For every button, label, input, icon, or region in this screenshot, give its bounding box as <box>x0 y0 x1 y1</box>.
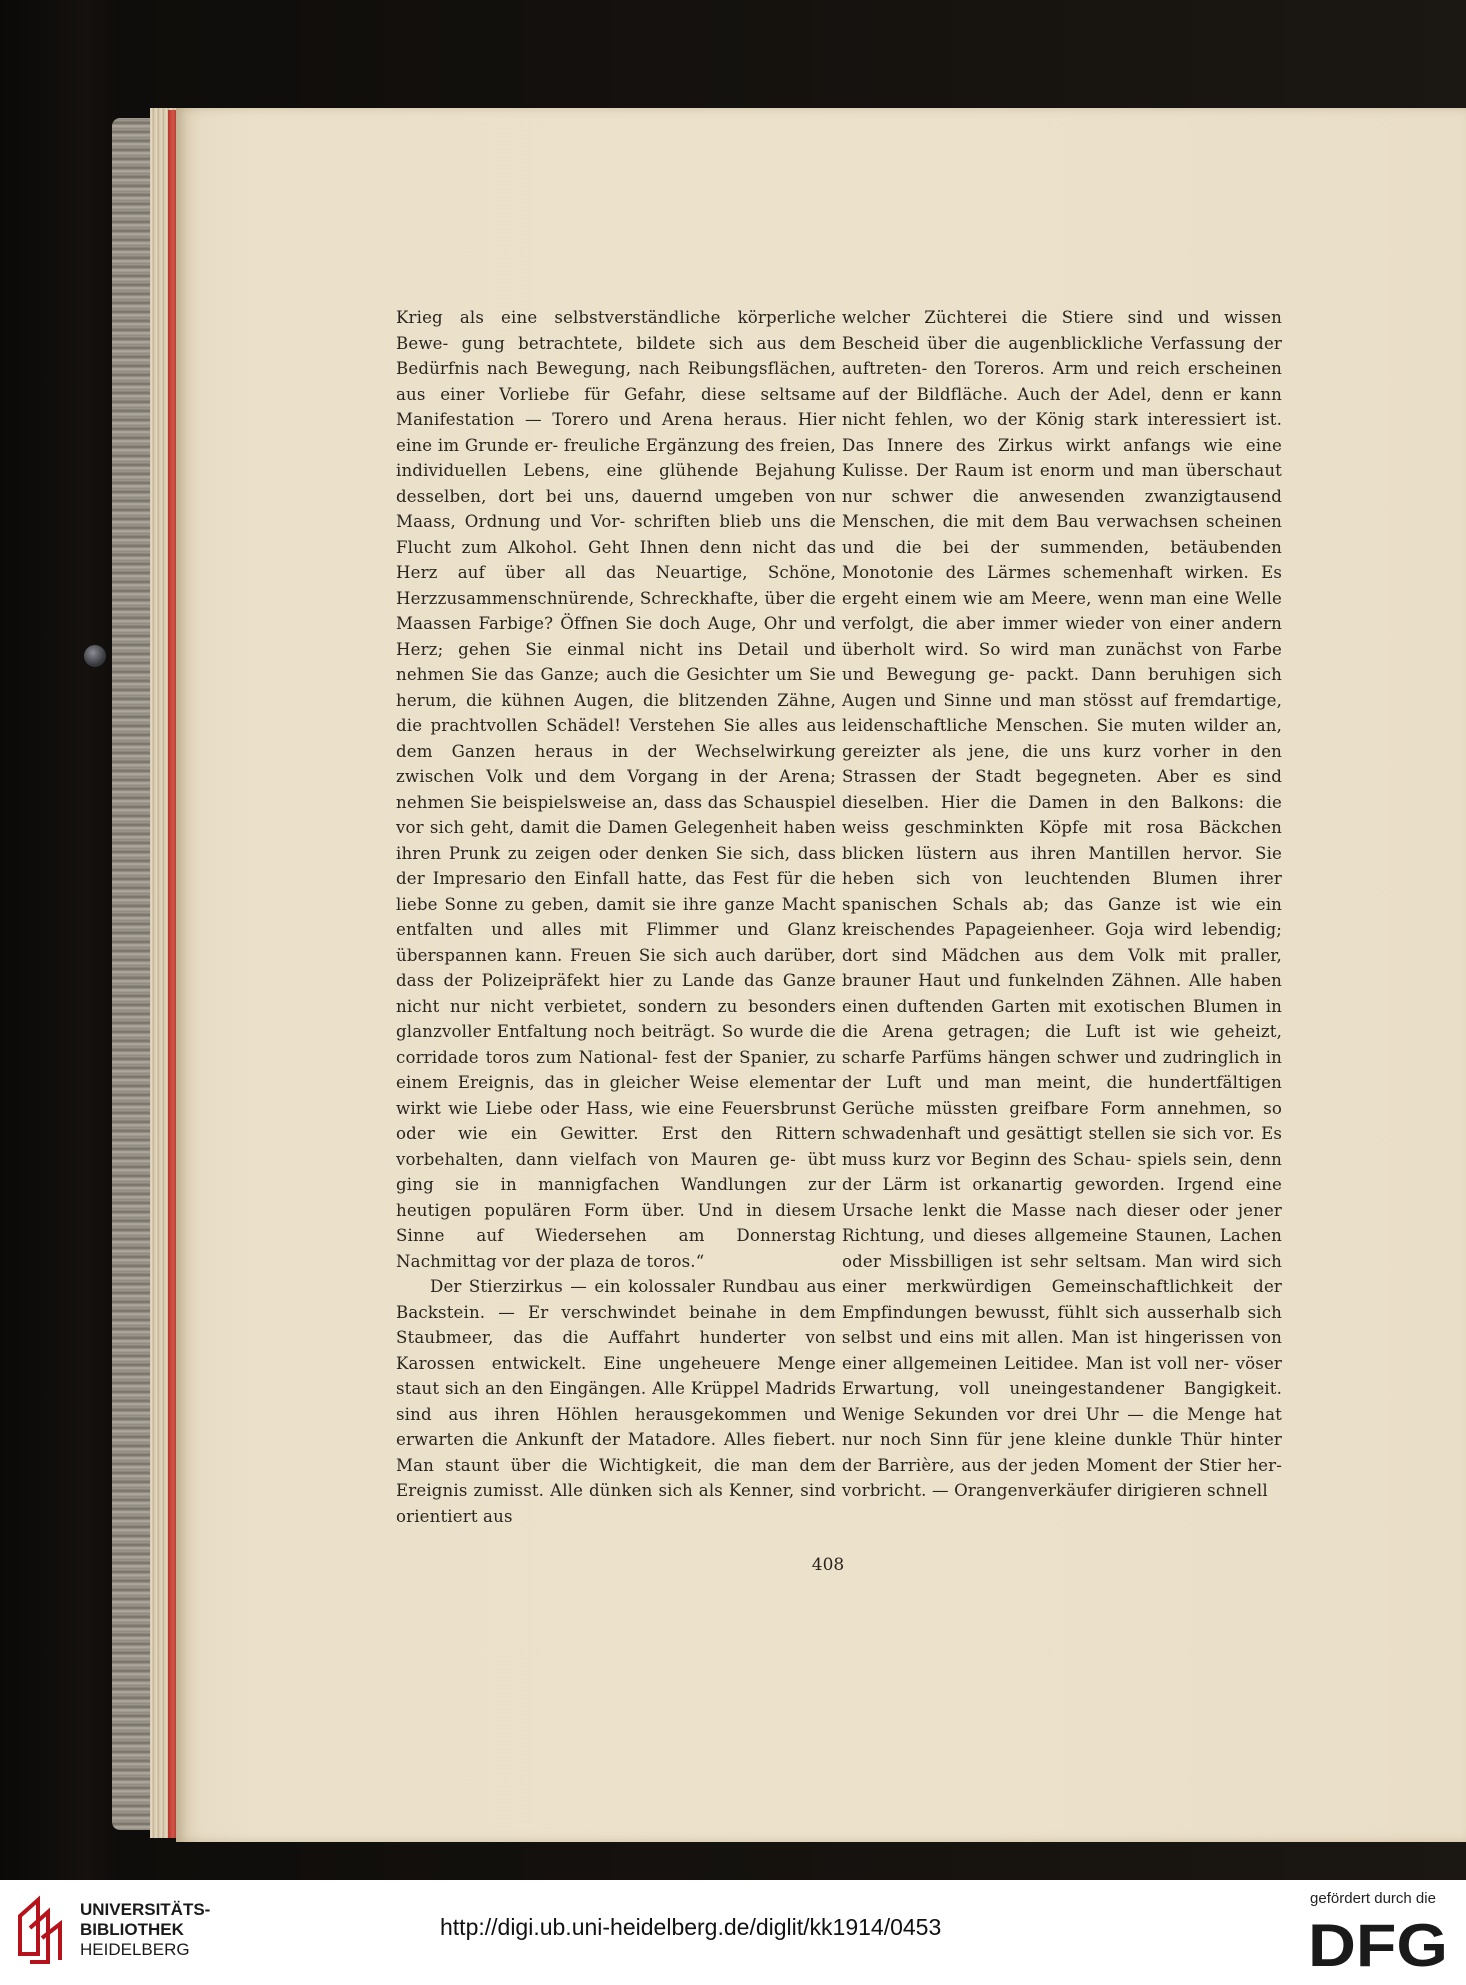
text-line: Lachen oder Missbilligen ist sehr seltsam. Man <box>842 1226 1282 1271</box>
text-line: sondern zu besonders glanzvoller Entfaltung noch <box>396 996 836 1041</box>
text-line: blicken lüstern aus ihren Mantillen hervor. Sie <box>842 843 1282 863</box>
text-line: Backstein. — Er verschwindet beinahe in dem <box>396 1302 836 1322</box>
text-line: freuliche Ergänzung des freien, individuellen Lebens, <box>396 435 836 480</box>
text-line: Volk und dem Vorgang in der Arena; nehmen Sie <box>396 767 836 812</box>
text-line: Ohr und Herz; gehen Sie einmal nicht ins Detail <box>396 614 836 659</box>
sponsor-text: gefördert durch die <box>1310 1890 1436 1907</box>
text-line: Sie muten wilder an, gereizter als jene, die uns kurz <box>842 716 1283 761</box>
text-line: der Empfindungen bewusst, fühlt sich ausserhalb <box>842 1277 1282 1322</box>
text-line: Irgend eine Ursache lenkt die Masse nach dieser <box>842 1175 1282 1220</box>
text-line: übt ging sie in mannigfachen Wandlungen zur <box>396 1149 836 1194</box>
text-line: nur noch Sinn für jene kleine dunkle Thür hinter <box>842 1430 1282 1449</box>
text-line: den Einfall hatte, das Fest für die liebe Sonne zu <box>396 869 836 914</box>
text-line: entwickelt. Eine ungeheuere Menge staut sich an <box>396 1353 836 1398</box>
permalink-url[interactable]: http://digi.ub.uni-heidelberg.de/diglit/kk1914/0453 <box>440 1914 942 1940</box>
text-line: die anwesenden zwanzigtausend Menschen, die mit <box>842 486 1282 531</box>
text-line: über die Maassen Farbige? Öffnen Sie doch Auge, <box>396 588 836 633</box>
text-line: Der Stierzirkus — ein kolossaler Rundbau aus <box>430 1277 836 1296</box>
text-line: Staubmeer, das die Auffahrt hunderter von Karossen <box>396 1328 836 1373</box>
text-line: gung betrachtete, bildete sich aus dem Bedürfnis <box>396 333 836 378</box>
text-line: zu zeigen oder denken Sie sich, dass der Impresario <box>396 843 837 888</box>
text-line: Garten mit exotischen Blumen in die Arena getragen; <box>842 996 1283 1041</box>
library-name <box>80 1900 210 1960</box>
text-line: die prachtvollen Schädel! Verstehen Sie alles aus <box>396 716 836 735</box>
text-line: annehmen, so schwadenhaft und gesättigt stellen <box>842 1098 1283 1143</box>
library-name-line2: BIBLIOTHEK <box>80 1920 184 1939</box>
library-name-line3: HEIDELBERG <box>80 1940 190 1959</box>
text-line: von einer allgemeinen Leitidee. Man ist voll ner- <box>842 1328 1282 1373</box>
text-line: nach Bewegung, nach Reibungsflächen, aus einer <box>396 359 836 404</box>
text-line: stösst auf fremdartige, leidenschaftliche Menschen. <box>842 690 1282 735</box>
text-line: Wenige Sekunden vor drei Uhr — die Menge hat <box>842 1404 1282 1424</box>
text-line: oder jener Richtung, und dieses allgemeine Staunen, <box>842 1200 1283 1245</box>
text-column-left <box>396 305 836 1529</box>
text-line: heben sich von leuchtenden Blumen ihrer spanischen <box>842 869 1282 914</box>
text-line: schwer und zudringlich in der Luft und man meint, <box>842 1047 1282 1092</box>
text-line: geben, damit sie ihre ganze Macht entfalten und <box>396 894 836 939</box>
text-line: Innere des Zirkus wirkt anfangs wie eine Kulisse. <box>842 435 1282 480</box>
paragraph <box>842 305 1282 1504</box>
text-line: Der Raum ist enorm und man überschaut nur schwer <box>842 461 1282 506</box>
text-line: die hundertfältigen Gerüche müssten greifbare Form <box>842 1073 1282 1118</box>
text-line: packt. Dann beruhigen sich Augen und Sinne und man <box>842 665 1283 710</box>
text-line: die Luft ist wie geheizt, scharfe Parfüms hängen <box>842 1022 1282 1067</box>
text-line: ihren Höhlen herausgekommen und erwarten die <box>396 1404 836 1449</box>
dfg-logo-icon <box>1306 1916 1451 1971</box>
text-line: Vorliebe für Gefahr, diese seltsame Manifestation — <box>396 384 836 429</box>
text-line: dem Bau verwachsen scheinen und die bei der <box>842 512 1283 557</box>
text-line: beispielsweise an, dass das Schauspiel vor sich geht, <box>396 792 836 837</box>
text-line: Schöne, Herzzusammenschnürende, Schreckhafte, <box>396 563 836 608</box>
text-line: beiträgt. So wurde die corridade toros zum National- <box>396 1022 837 1067</box>
library-name-line1: UNIVERSITÄTS- <box>80 1900 211 1919</box>
text-line: schemenhaft wirken. Es ergeht einem wie am <box>842 563 1282 608</box>
text-line: hier zu Lande das Ganze nicht nur nicht verbietet, <box>396 971 836 1016</box>
text-line: Sinne auf Wiedersehen am Donnerstag Nachmittag <box>396 1226 836 1271</box>
text-line: Krieg als eine selbstverständliche körperliche Bewe- <box>396 308 836 353</box>
text-line: schriften blieb uns die Flucht zum Alkohol. Geht <box>396 512 836 557</box>
text-line: spiels sein, denn der Lärm ist orkanartig geworden. <box>842 1149 1283 1194</box>
text-line: Freuen Sie sich auch darüber, dass der Polizeipräfekt <box>396 945 836 990</box>
text-line: eine glühende Bejahung desselben, dort bei uns, <box>396 461 836 506</box>
text-line: vorbricht. — Orangenverkäufer dirigieren schnell <box>842 1481 1268 1500</box>
text-line: fest der Spanier, zu einem Ereignis, das in gleicher <box>396 1047 836 1092</box>
text-line: über die augenblickliche Verfassung der auftreten- <box>842 333 1282 378</box>
text-line: Ankunft der Matadore. Alles fiebert. Man staunt <box>396 1430 836 1475</box>
text-line: und funkelnden Zähnen. Alle haben einen duftenden <box>842 971 1282 1016</box>
text-line: Bildfläche. Auch der Adel, denn er kann nicht <box>842 384 1282 429</box>
binding-stud <box>84 645 106 667</box>
text-line: über die Wichtigkeit, die man dem Ereignis zumisst. <box>396 1455 836 1500</box>
ub-heidelberg-logo-icon <box>14 1894 70 1966</box>
text-line: heutigen populären Form über. Und in diesem <box>396 1200 836 1220</box>
text-line: wird man zunächst von Farbe und Bewegung ge- <box>842 639 1282 684</box>
text-line: fehlen, wo der König stark interessiert ist. Das <box>842 410 1282 455</box>
text-line: vöser Erwartung, voll uneingestandener Bangigkeit. <box>842 1353 1282 1398</box>
text-line: alles mit Flimmer und Glanz überspannen kann. <box>396 920 837 965</box>
text-line: sie sich vor. Es muss kurz vor Beginn des Schau- <box>842 1124 1283 1169</box>
text-line: den Eingängen. Alle Krüppel Madrids sind aus <box>396 1379 836 1424</box>
text-line: der Barrière, aus der jeden Moment der Stier her- <box>842 1455 1282 1475</box>
text-line: Meere, wenn man eine Welle verfolgt, die aber <box>842 588 1282 633</box>
text-column-right <box>842 305 1282 1504</box>
text-line: Papageienheer. Goja wird lebendig; dort sind <box>842 920 1282 965</box>
text-line: wird sich einer merkwürdigen Gemeinschaftlichkeit <box>842 1251 1282 1296</box>
text-line: summenden, betäubenden Monotonie des Lärmes <box>842 537 1282 582</box>
text-line: die weiss geschminkten Köpfe mit rosa Bäckchen <box>842 792 1282 837</box>
text-line: eine Feuersbrunst oder wie ein Gewitter. Erst den <box>396 1098 837 1143</box>
paragraph <box>396 1274 836 1529</box>
text-line: dem Ganzen heraus in der Wechselwirkung zwischen <box>396 741 836 786</box>
text-line: Schals ab; das Ganze ist wie ein kreischendes <box>842 894 1282 939</box>
text-line: Alle dünken sich als Kenner, sind orientiert aus <box>396 1481 836 1526</box>
text-line: sich selbst und eins mit allen. Man ist hingerissen <box>842 1302 1282 1347</box>
text-line: Rittern vorbehalten, dann vielfach von Mauren ge- <box>396 1124 836 1169</box>
dfg-logo-text: DFG <box>1308 1916 1448 1971</box>
text-line: Weise elementar wirkt wie Liebe oder Hass, wie <box>396 1073 836 1118</box>
text-line: Mädchen aus dem Volk mit praller, brauner Haut <box>842 945 1282 990</box>
text-line: welcher Züchterei die Stiere sind und wissen Bescheid <box>842 308 1282 353</box>
page-number: 408 <box>811 1555 845 1575</box>
text-line: dauernd umgeben von Maass, Ordnung und Vor- <box>396 486 836 531</box>
text-line: Torero und Arena heraus. Hier eine im Grunde er- <box>396 410 836 455</box>
text-line: Sie herum, die kühnen Augen, die blitzenden Zähne, <box>396 665 836 710</box>
text-line: Ihnen denn nicht das Herz auf über all das Neuartige, <box>396 537 836 582</box>
text-line: und nehmen Sie das Ganze; auch die Gesichter um <box>396 639 836 684</box>
footer-bar <box>0 1880 1466 1985</box>
text-line: vorher in den Strassen der Stadt begegneten. Aber <box>842 741 1282 786</box>
text-line: damit die Damen Gelegenheit haben ihren Prunk <box>396 818 836 863</box>
text-line: immer wieder von einer andern überholt wird. So <box>842 614 1282 659</box>
text-line: vor der plaza de toros.“ <box>502 1251 705 1271</box>
text-line: den Toreros. Arm und reich erscheinen auf der <box>842 359 1282 404</box>
paragraph <box>396 305 836 1274</box>
text-line: es sind dieselben. Hier die Damen in den Balkons: <box>842 767 1282 812</box>
